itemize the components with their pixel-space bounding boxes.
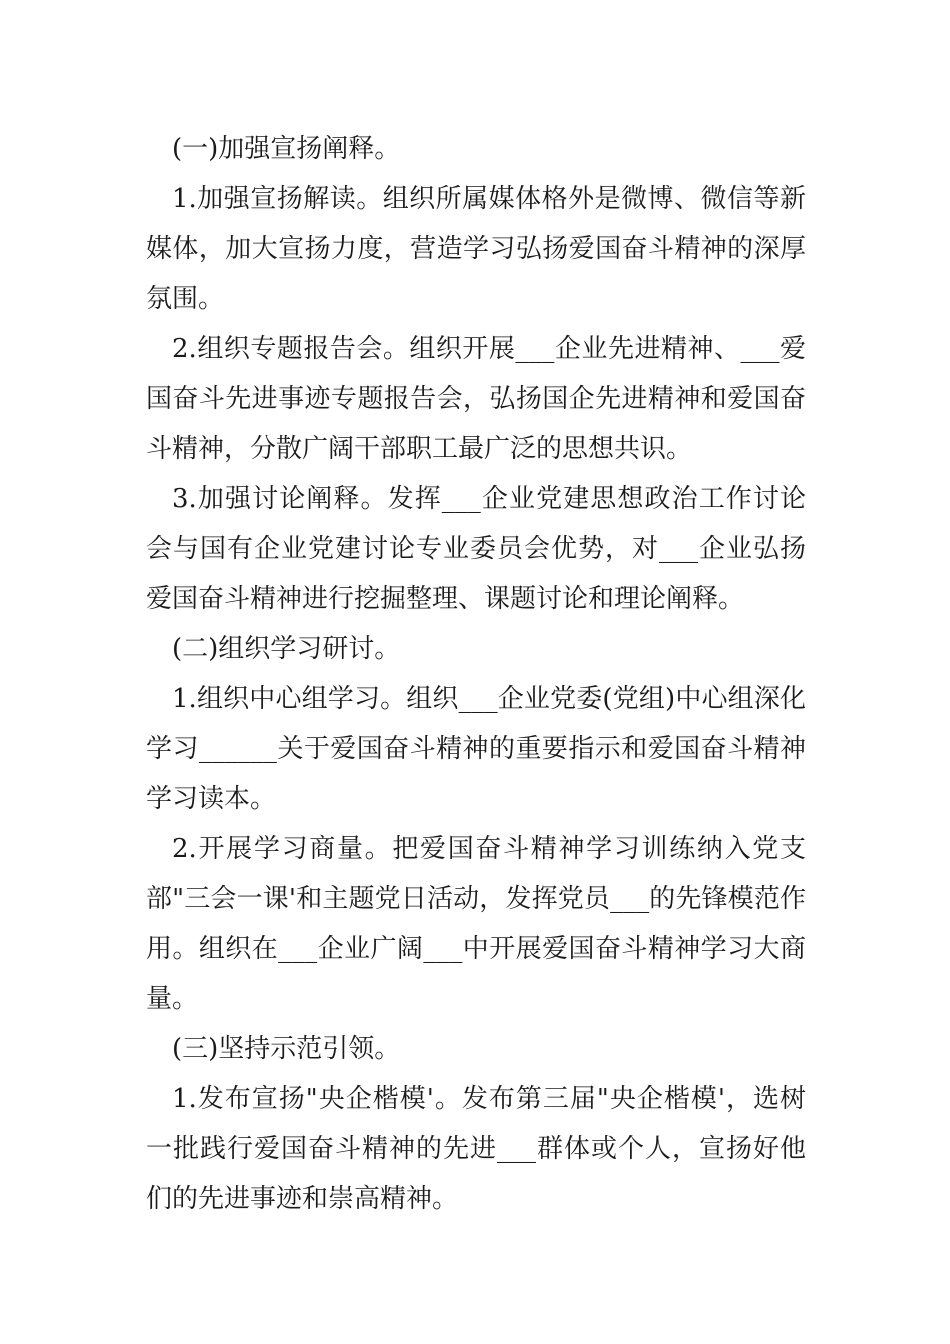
paragraph-1-3: 3.加强讨论阐释。发挥___企业党建思想政治工作讨论会与国有企业党建讨论专业委员会优势，对___企业弘扬爱国奋斗精神进行挖掘整理、课题讨论和理论阐释。 (146, 484, 806, 614)
section-heading-2: (二)组织学习研讨。 (172, 634, 401, 664)
paragraph-2-1: 1.组织中心组学习。组织___企业党委(党组)中心组深化学习______关于爱国奋斗精神的重要指示和爱国奋斗精神学习读本。 (146, 684, 806, 814)
paragraph-3-1: 1.发布宣扬"央企楷模'。发布第三届"央企楷模'，选树一批践行爱国奋斗精神的先进___群体或个人，宣扬好他们的先进事迹和崇高精神。 (146, 1084, 806, 1214)
section-heading-1: (一)加强宣扬阐释。 (172, 134, 401, 164)
section-heading-3: (三)坚持示范引领。 (172, 1034, 401, 1064)
paragraph-1-2: 2.组织专题报告会。组织开展___企业先进精神、___爱国奋斗先进事迹专题报告会，弘扬国企先进精神和爱国奋斗精神，分散广阔干部职工最广泛的思想共识。 (146, 334, 806, 464)
paragraph-1-1: 1.加强宣扬解读。组织所属媒体格外是微博、微信等新媒体，加大宣扬力度，营造学习弘扬爱国奋斗精神的深厚氛围。 (146, 184, 806, 314)
document-body (146, 124, 806, 1224)
paragraph-2-2: 2.开展学习商量。把爱国奋斗精神学习训练纳入党支部"三会一课'和主题党日活动，发挥党员___的先锋模范作用。组织在___企业广阔___中开展爱国奋斗精神学习大商量。 (146, 834, 806, 1014)
